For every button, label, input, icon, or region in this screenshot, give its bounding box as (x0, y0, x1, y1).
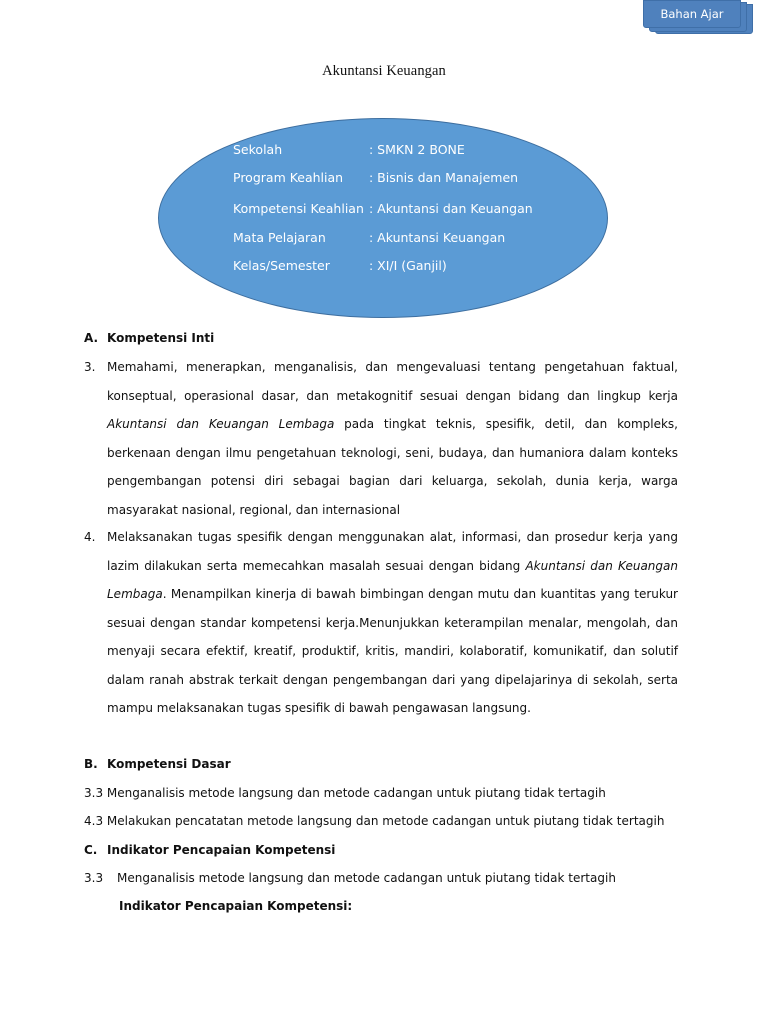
indikator-text: Menganalisis metode langsung dan metode cadangan untuk piutang tidak tertagih (117, 871, 616, 885)
section-title: Kompetensi Dasar (107, 757, 231, 771)
info-value: : Akuntansi Keuangan (369, 230, 506, 245)
section-marker: A. (84, 331, 99, 345)
info-label: Program Keahlian (233, 170, 344, 185)
ki-number: 3. (84, 360, 96, 374)
indikator-label: Indikator Pencapaian Kompetensi: (119, 899, 353, 913)
document-title: Akuntansi Keuangan (322, 63, 446, 79)
bahan-ajar-label: Bahan Ajar (643, 0, 741, 28)
section-marker: B. (84, 757, 98, 771)
info-value: : Akuntansi dan Keuangan (369, 201, 533, 216)
info-label: Sekolah (233, 142, 283, 157)
ki-emphasis: Akuntansi dan Keuangan Lembaga (107, 558, 678, 601)
section-title: Kompetensi Inti (107, 331, 215, 345)
info-value: : Bisnis dan Manajemen (369, 170, 519, 185)
ki-number: 4. (84, 530, 96, 544)
info-value: : XI/I (Ganjil) (369, 258, 447, 273)
info-label: Kompetensi Keahlian (233, 201, 364, 216)
ki-item-4 (84, 523, 678, 723)
ki-text: Melaksanakan tugas spesifik dengan menggunakan alat, informasi, dan prosedur kerja yang lazim dilakukan serta memecahkan masalah sesuai dengan bidang Akuntansi dan Keuangan Lembaga. Menampilkan kinerja di bawah bimbingan dengan mutu dan kuantitas yang terukur sesuai dengan standar kompetensi kerja.Menunjukkan keterampilan menalar, mengolah, dan menyaji secara efektif, kreatif, produktif, kritis, mandiri, kolaboratif, komunikatif, dan solutif dalam ranah abstrak terkait dengan pengembangan dari yang dipelajarinya di sekolah, serta mampu melaksanakan tugas spesifik di bawah pengawasan langsung. (107, 530, 678, 715)
info-label: Kelas/Semester (233, 258, 330, 273)
ki-emphasis: Akuntansi dan Keuangan Lembaga (107, 417, 335, 431)
ki-item-3 (84, 353, 678, 524)
section-title: Indikator Pencapaian Kompetensi (107, 843, 336, 857)
info-value: : SMKN 2 BONE (369, 142, 465, 157)
info-label: Mata Pelajaran (233, 230, 326, 245)
kd-item-3-3: 3.3 Menganalisis metode langsung dan metode cadangan untuk piutang tidak tertagih (84, 786, 606, 800)
section-marker: C. (84, 843, 98, 857)
kd-item-4-3: 4.3 Melakukan pencatatan metode langsung dan metode cadangan untuk piutang tidak tertagih (84, 814, 665, 828)
ki-text: Memahami, menerapkan, menganalisis, dan mengevaluasi tentang pengetahuan faktual, konseptual, operasional dasar, dan metakognitif sesuai dengan bidang dan lingkup kerja Akuntansi dan Keuangan Lembaga pada tingkat teknis, spesifik, detil, dan kompleks, berkenaan dengan ilmu pengetahuan teknologi, seni, budaya, dan humaniora dalam konteks pengembangan potensi diri sebagai bagian dari keluarga, sekolah, dunia kerja, warga masyarakat nasional, regional, dan internasional (107, 360, 678, 517)
bahan-ajar-tab (643, 0, 753, 36)
indikator-number: 3.3 (84, 871, 104, 885)
